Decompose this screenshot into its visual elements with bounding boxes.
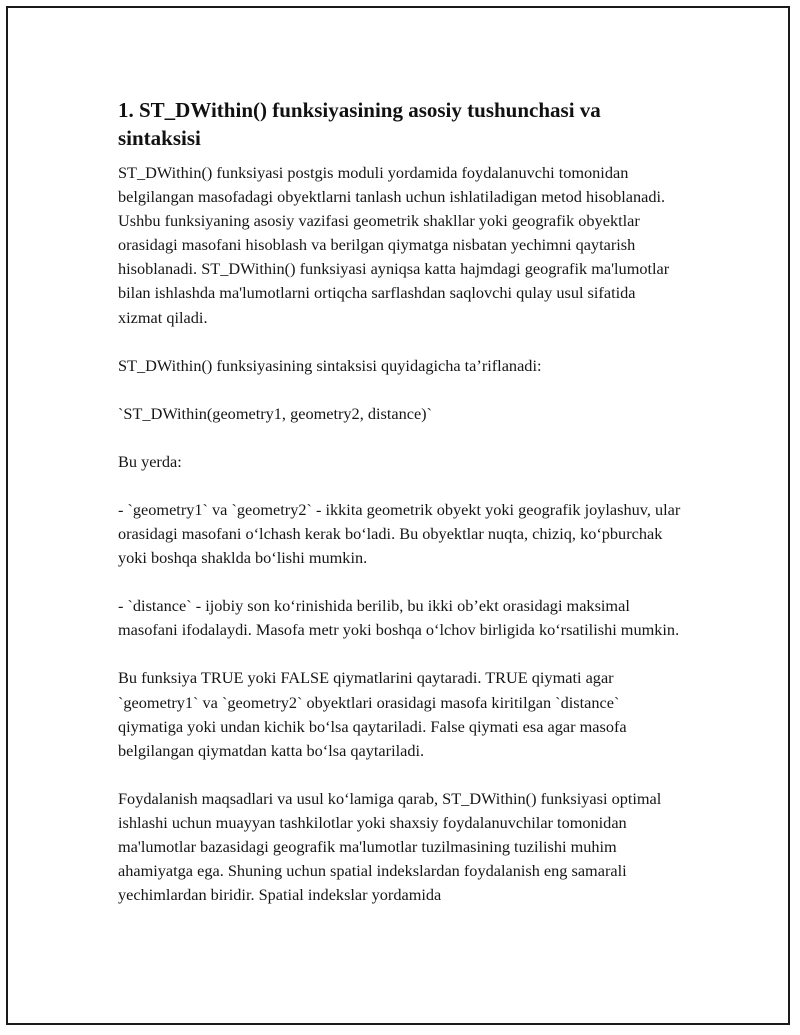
paragraph-return-value: Bu funksiya TRUE yoki FALSE qiymatlarini qaytaradi. TRUE qiymati agar `geometry1` va `geometry2` obyektlari orasidagi masofa kiritilgan `distance` qiymatiga yoki undan kichik boʻlsa qaytariladi. False qiymati esa agar masofa belgilangan qiymatdan katta boʻlsa qaytariladi. [118, 668, 627, 760]
paragraph-syntax-code: `ST_DWithin(geometry1, geometry2, distance)` [118, 403, 433, 423]
paragraph-spatial-index: Foydalanish maqsadlari va usul koʻlamiga qarab, ST_DWithin() funksiyasi optimal ishlashi uchun muayyan tashkilotlar yoki shaxsiy foydalanuvchilar tomonidan ma'lumotlar bazasidagi geografik ma'lumotlar tuzilmasining tuzilishi muhim ahamiyatga ega. Shuning uchun spatial indekslardan foydalanish eng samarali yechimlardan biridir. Spatial indekslar yordamida [118, 788, 662, 905]
paragraph-syntax-intro: ST_DWithin() funksiyasining sintaksisi quyidagicha ta’riflanadi: [118, 355, 542, 375]
paragraph-geometry-params: - `geometry1` va `geometry2` - ikkita geometrik obyekt yoki geografik joylashuv, ular orasidagi masofani oʻlchash kerak boʻladi. Bu obyektlar nuqta, chiziq, koʻpburchak yoki boshqa shaklda boʻlishi mumkin. [118, 499, 681, 568]
paragraph-where: Bu yerda: [118, 451, 182, 471]
paragraph-intro: ST_DWithin() funksiyasi postgis moduli yordamida foydalanuvchi tomonidan belgilangan masofadagi obyektlarni tanlash uchun ishlatiladigan metod hisoblanadi. Ushbu funksiyaning asosiy vazifasi geometrik shakllar yoki geografik obyektlar orasidagi masofani hisoblash va berilgan qiymatga nisbatan yechimni qaytarish hisoblanadi. ST_DWithin() funksiyasi ayniqsa katta hajmdagi geografik ma'lumotlar bilan ishlashda ma'lumotlarni ortiqcha sarflashdan saqlovchi qulay usul sifatida xizmat qiladi. [118, 163, 670, 327]
section-heading: 1. ST_DWithin() funksiyasining asosiy tushunchasi va sintaksisi [118, 98, 601, 150]
paragraph-distance-param: - `distance` - ijobiy son koʻrinishida berilib, bu ikki ob’ekt orasidagi maksimal masofani ifodalaydi. Masofa metr yoki boshqa oʻlchov birligida koʻrsatilishi mumkin. [118, 596, 680, 640]
document-body [118, 96, 682, 931]
